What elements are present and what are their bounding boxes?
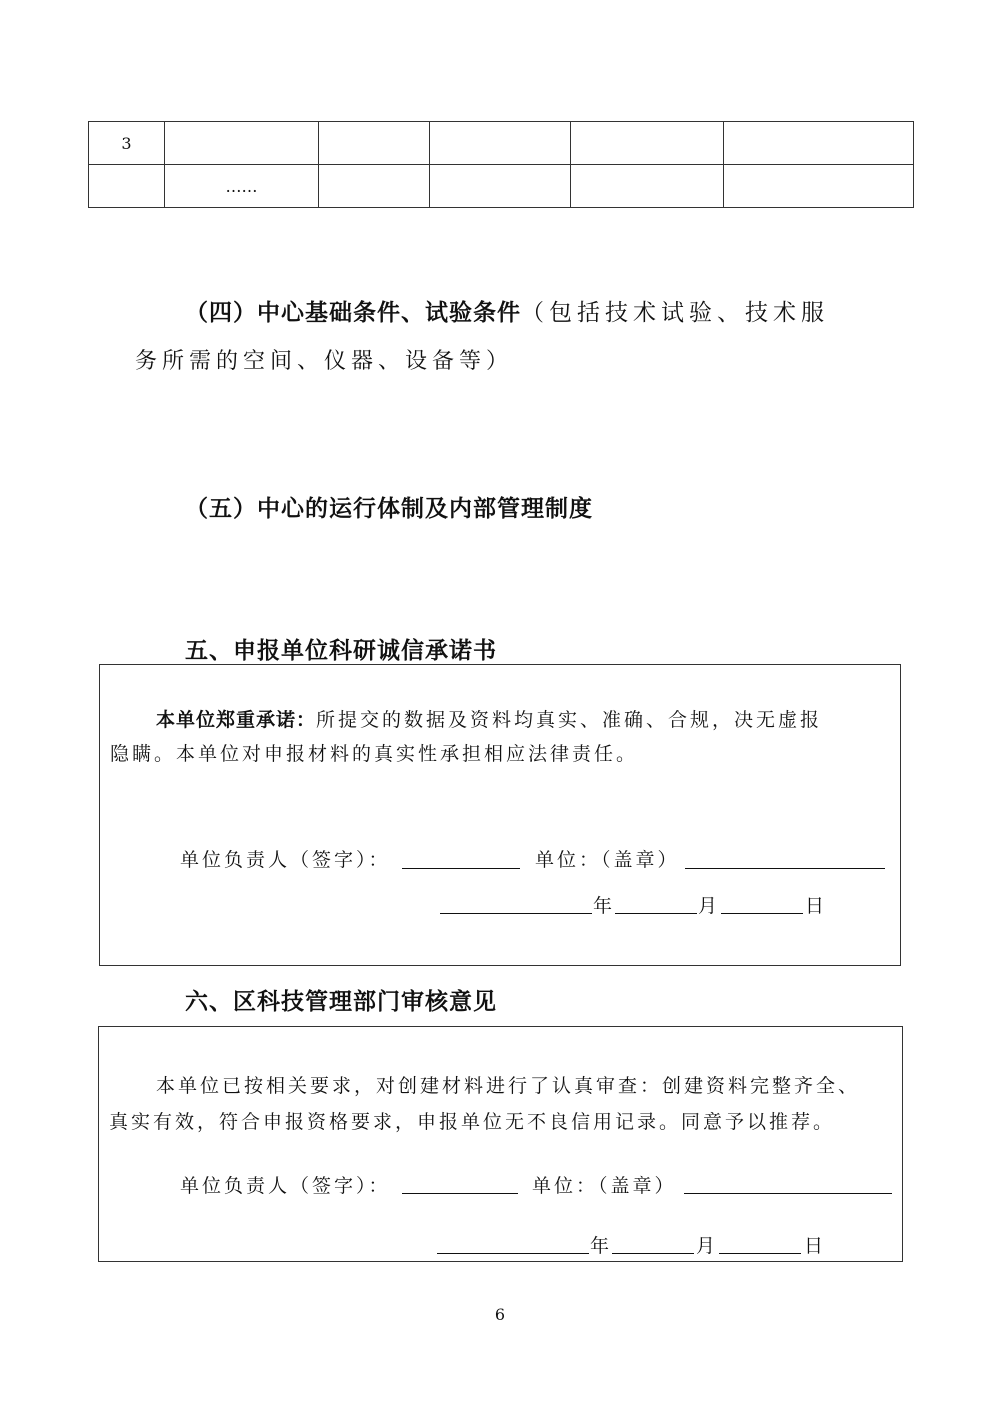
commitment-box <box>99 664 901 966</box>
table-cell <box>165 122 319 165</box>
section4-note: （包括技术试验、技术服 <box>521 300 829 326</box>
table-row <box>89 122 914 165</box>
table-cell: 3 <box>89 122 165 165</box>
month-label: 月 <box>696 1235 719 1257</box>
review-line-1: 本单位已按相关要求，对创建材料进行了认真审查：创建资料完整齐全、 <box>156 1075 861 1097</box>
signature-blank <box>402 1193 518 1194</box>
year-blank <box>440 913 592 914</box>
signer-label: 单位负责人（签字）： <box>180 1175 391 1197</box>
signature-blank <box>402 868 520 869</box>
page-number: 6 <box>494 1305 506 1324</box>
table-cell <box>319 122 430 165</box>
day-blank <box>721 913 803 914</box>
seal-blank <box>684 1193 892 1194</box>
seal-blank <box>685 868 885 869</box>
signer-label: 单位负责人（签字）： <box>180 849 391 871</box>
table-cell <box>319 165 430 208</box>
section5-heading: （五）中心的运行体制及内部管理制度 <box>185 496 593 522</box>
day-label: 日 <box>804 1235 827 1257</box>
table-row <box>89 165 914 208</box>
year-blank <box>437 1253 589 1254</box>
data-table <box>88 121 914 208</box>
table-cell <box>89 165 165 208</box>
day-label: 日 <box>805 895 828 917</box>
table-cell <box>430 165 571 208</box>
table-cell: …… <box>165 165 319 208</box>
section4-heading <box>185 294 829 327</box>
month-blank <box>612 1253 694 1254</box>
table-cell <box>724 165 914 208</box>
year-label: 年 <box>590 1235 613 1257</box>
part5-title: 五、申报单位科研诚信承诺书 <box>185 638 497 664</box>
month-blank <box>615 913 697 914</box>
commitment-line-2: 隐瞒。本单位对申报材料的真实性承担相应法律责任。 <box>110 743 639 765</box>
table-cell <box>571 165 724 208</box>
commitment-lead: 本单位郑重承诺： <box>156 709 317 731</box>
section4-note-continued: 务所需的空间、仪器、设备等） <box>135 349 514 374</box>
unit-seal-label: 单位：（盖章） <box>535 849 680 871</box>
part6-title: 六、区科技管理部门审核意见 <box>185 989 497 1015</box>
month-label: 月 <box>698 895 721 917</box>
commitment-line-1 <box>156 705 822 732</box>
review-box <box>98 1026 903 1262</box>
year-label: 年 <box>593 895 616 917</box>
day-blank <box>719 1253 801 1254</box>
commitment-text-1: 所提交的数据及资料均真实、准确、合规，决无虚报 <box>316 709 823 731</box>
section4-title: （四）中心基础条件、试验条件 <box>185 300 521 326</box>
review-line-2: 真实有效，符合申报资格要求，申报单位无不良信用记录。同意予以推荐。 <box>109 1111 836 1133</box>
table-cell <box>430 122 571 165</box>
table-cell <box>571 122 724 165</box>
table-cell <box>724 122 914 165</box>
unit-seal-label: 单位：（盖章） <box>532 1175 677 1197</box>
